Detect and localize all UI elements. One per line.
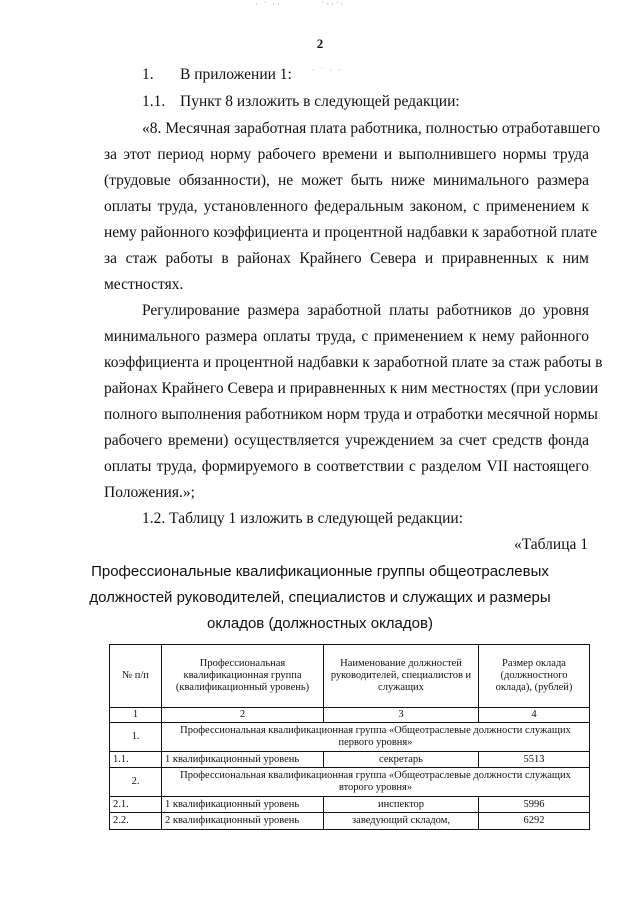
table-label: «Таблица 1 [513, 536, 588, 553]
index-cell: 2 [162, 708, 324, 723]
header-cell: Наименование должностей руководителей, специалистов и служащих [324, 645, 479, 708]
table-title-line: должностей руководителей, специалистов и служащих и размеры [89, 589, 551, 606]
paragraph-1 [142, 66, 292, 84]
row-position: секретарь [324, 752, 479, 768]
header-cell: Профессиональная квалификационная группа (квалификационный уровень) [162, 645, 324, 708]
paragraph-number: 1.1. [142, 93, 166, 110]
row-salary: 6292 [479, 813, 590, 830]
table-group-row [110, 723, 590, 752]
paragraph-text: В приложении 1: [180, 66, 292, 83]
text-line: коэффициента и процентной надбавки к заработной плате за стаж работы в [104, 354, 603, 371]
paragraph-text: Пункт 8 изложить в следующей редакции: [180, 93, 460, 110]
qualification-table [109, 644, 590, 830]
row-number: 1.1. [110, 752, 162, 768]
row-position: заведующий складом, [324, 813, 479, 830]
table-index-row [110, 708, 590, 723]
table-title-line: Профессиональные квалификационные группы общеотраслевых [91, 563, 549, 580]
text-line: за стаж работы в районах Крайнего Севера и приравненных к ним [104, 250, 589, 267]
paragraph-number: 1. [142, 66, 154, 83]
row-number: 2.2. [110, 813, 162, 830]
row-level: 1 квалификационный уровень [162, 752, 324, 768]
text-line: рабочего времени) осуществляется учреждением за счет средств фонда [104, 432, 589, 449]
row-level: 1 квалификационный уровень [162, 797, 324, 813]
page-number: 2 [316, 36, 324, 51]
text-line: Положения.»; [104, 484, 195, 501]
header-cell: № п/п [110, 645, 162, 708]
group-number: 1. [110, 723, 162, 752]
row-salary: 5513 [479, 752, 590, 768]
table-row [110, 752, 590, 768]
header-cell: Размер оклада (должностного оклада), (рублей) [479, 645, 590, 708]
group-name: Профессиональная квалификационная группа «Общеотраслевые должности служащих первого уровня» [162, 723, 590, 752]
text-line: минимального размера оплаты труда, с применением к нему районного [104, 328, 589, 345]
row-number: 2.1. [110, 797, 162, 813]
paragraph-1-1 [142, 93, 460, 111]
text-line: за этот период норму рабочего времени и выполнившего нормы труда [104, 146, 589, 163]
scan-specks: · ˙ · · [312, 66, 343, 75]
text-line: полного выполнения работником норм труда и отработки месячной нормы [104, 406, 598, 423]
text-line: (трудовые обязанности), не может быть ниже минимального размера [104, 172, 589, 189]
text-line: местностях. [104, 276, 184, 293]
text-line: оплаты труда, формируемого в соответствии с разделом VII настоящего [104, 458, 589, 475]
paragraph-1-2: 1.2. Таблицу 1 изложить в следующей редакции: [142, 510, 463, 527]
group-number: 2. [110, 768, 162, 797]
row-position: инспектор [324, 797, 479, 813]
table-title-line: окладов (должностных окладов) [207, 615, 433, 632]
table-header-row [110, 645, 590, 708]
index-cell: 3 [324, 708, 479, 723]
row-salary: 5996 [479, 797, 590, 813]
index-cell: 1 [110, 708, 162, 723]
table-group-row [110, 768, 590, 797]
table-row [110, 797, 590, 813]
text-line: Регулирование размера заработной платы работников до уровня [142, 302, 589, 319]
scan-specks: · ˙ ·· ˙··˙· [255, 0, 345, 9]
text-line: «8. Месячная заработная плата работника, полностью отработавшего [142, 120, 601, 137]
index-cell: 4 [479, 708, 590, 723]
text-line: районах Крайнего Севера и приравненных к ним местностях (при условии [104, 380, 599, 397]
table-row [110, 813, 590, 830]
group-name: Профессиональная квалификационная группа «Общеотраслевые должности служащих второго уровня» [162, 768, 590, 797]
row-level: 2 квалификационный уровень [162, 813, 324, 830]
text-line: нему районного коэффициента и процентной надбавки к заработной плате [104, 224, 598, 241]
text-line: оплаты труда, установленного федеральным законом, с применением к [104, 198, 589, 215]
